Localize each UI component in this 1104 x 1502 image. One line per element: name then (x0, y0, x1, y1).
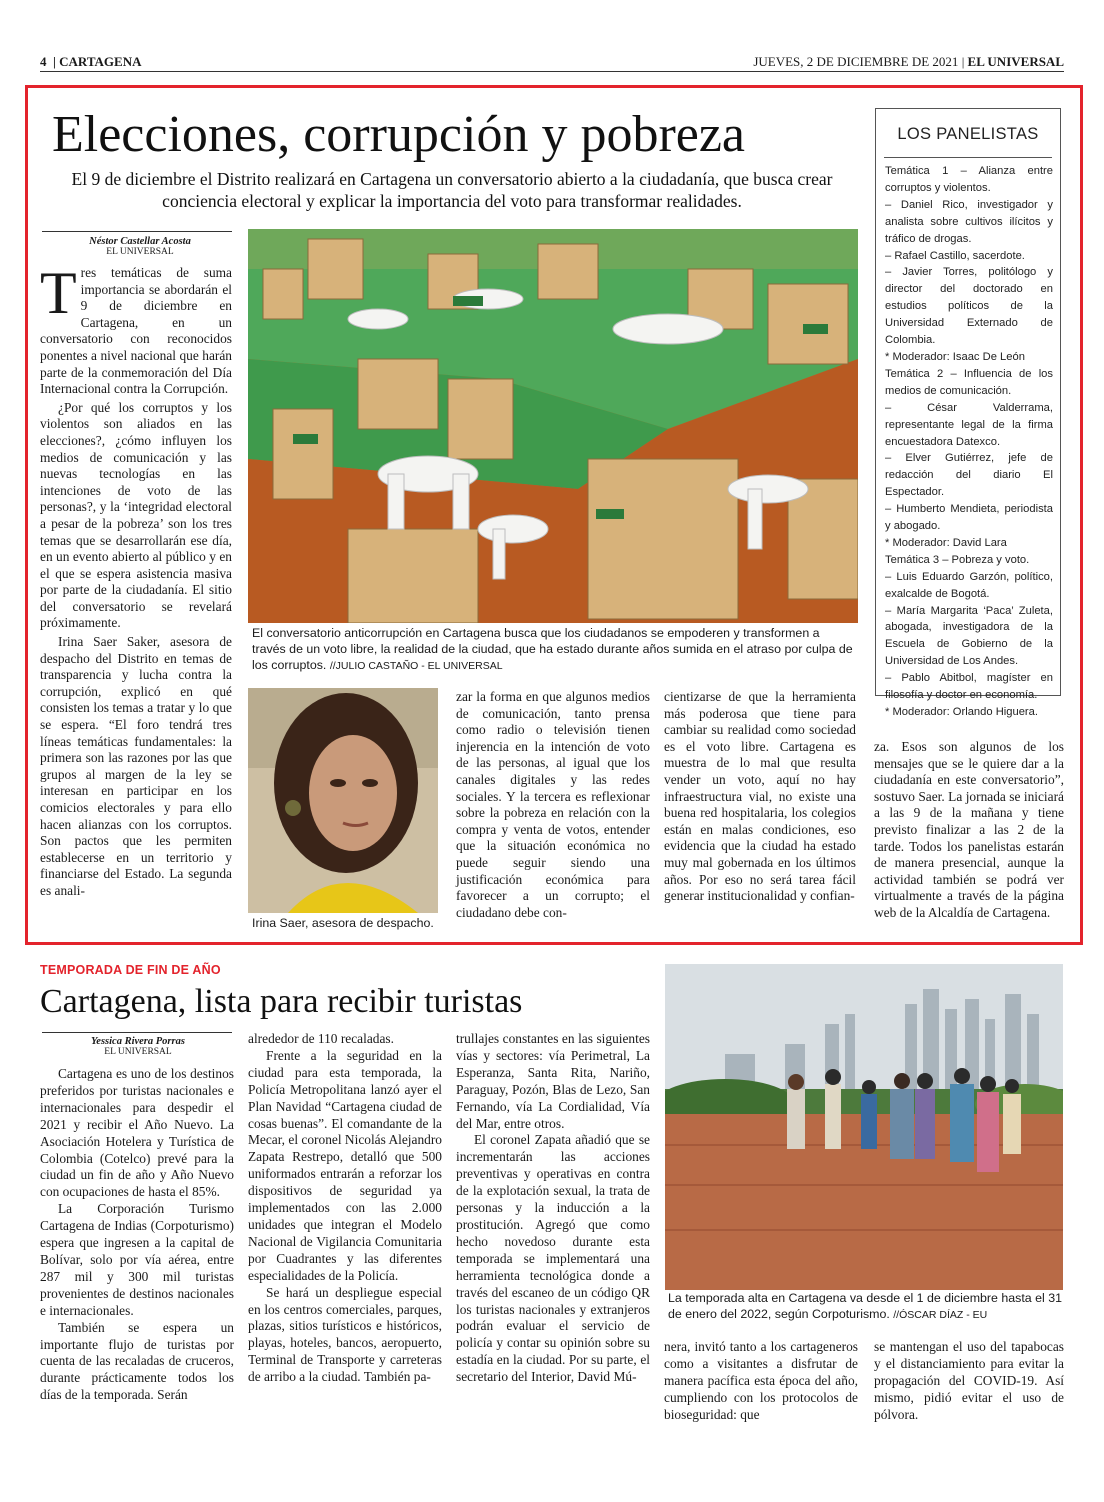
paragraph: Se hará un despliegue especial en los centros comerciales, parques, plazas, sitios turísticos e históricos, playas, hoteles, bancos, aeropuerto, Terminal de Transporte y carreteras de arribo a la ciudad. También pa- (248, 1284, 442, 1385)
photo-credit: //JULIO CASTAÑO - EL UNIVERSAL (329, 660, 503, 672)
panelist-line: * Moderador: Orlando Higuera. (885, 706, 1038, 718)
panelist-line: – Luis Eduardo Garzón, político, exalcalde de Bogotá. (885, 570, 1053, 600)
byline-organization: EL UNIVERSAL (106, 247, 174, 257)
byline-author: Yessica Rivera Porras (91, 1036, 185, 1047)
page-section-label: 4 | CARTAGENA (40, 54, 142, 69)
article2-column-2 (248, 1031, 442, 1386)
article-column-1 (40, 260, 232, 902)
panelist-line: – Pablo Abitbol, magíster en filosofía y doctor en economía. (885, 672, 1053, 702)
drop-cap: T (40, 260, 77, 326)
panelist-line: * Moderador: Isaac De León (885, 350, 1025, 363)
article-subheadline: El 9 de diciembre el Distrito realizará en Cartagena un conversatorio abierto a la ciudadanía, que busca crear conciencia electoral y explicar la importancia del voto para transformar realidades. (71, 169, 833, 211)
section-tag: TEMPORADA DE FIN DE AÑO (40, 963, 221, 977)
panelists-divider (884, 157, 1052, 158)
article2-column-4: nera, invitó tanto a los cartageneros como a visitantes a disfrutar de manera pacífica esta época del año, cumpliendo con los protocolos de bioseguridad: que (664, 1339, 858, 1422)
main-photo-caption: El conversatorio anticorrupción en Cartagena busca que los ciudadanos se empoderen y transformen a través de un voto libre, la realidad de la ciudad, que ha estado durante años sumida en el atraso por culpa de los corruptos. //JULIO CASTAÑO - EL UNIVERSAL (252, 626, 853, 672)
panelist-line: – Humberto Mendieta, periodista y abogado. (885, 503, 1053, 533)
article2-column-1 (40, 1066, 234, 1404)
page-header (40, 54, 1064, 72)
byline-divider (42, 231, 232, 232)
page-date-paper: JUEVES, 2 DE DICIEMBRE DE 2021 | EL UNIVERSAL (753, 54, 1064, 69)
header-divider (40, 71, 1064, 72)
article2-column-3 (456, 1031, 650, 1386)
panelist-line: * Moderador: David Lara (885, 536, 1007, 549)
voting-booths-photo (248, 229, 858, 623)
paragraph: La Corporación Turismo Cartagena de Indias (Corpoturismo) espera que ingresen a la capital de Bolívar, solo por vía aérea, entre 287 mil y 300 mil turistas provenientes de destinos nacionales e internacionales. (40, 1201, 234, 1318)
photo-credit: //ÓSCAR DÍAZ - EU (893, 1309, 988, 1321)
panelist-line: Temática 2 – Influencia de los medios de comunicación. (885, 367, 1053, 397)
byline-organization: EL UNIVERSAL (104, 1047, 172, 1057)
panelist-line: – Elver Gutiérrez, jefe de redacción del diario El Espectador. (885, 452, 1053, 499)
panelists-list (885, 163, 1053, 721)
paragraph: Cartagena es uno de los destinos preferidos por turistas nacionales e internacionales para despedir el 2021 y recibir el Año Nuevo. La Asociación Hotelera y Turística de Colombia (Cotelco) prevé para la ciudad un fin de año y Año Nuevo con ocupaciones de hasta el 85%. (40, 1066, 234, 1200)
paragraph: ¿Por qué los corruptos y los violentos son aliados en las elecciones?, ¿cómo influyen los medios de comunicación y las nuevas tecnologías en las intenciones de voto de las personas?, y la ‘integridad electoral a pesar de la pobreza’ son los tres temas que se desarrollarán ese día, en un evento abierto al público y en el que se espera asistencia masiva por parte de la ciudadanía. El sitio del conversatorio se revelará próximamente. (40, 399, 232, 631)
paragraph: También se espera un importante flujo de turistas por cuenta de las recaladas de cruceros, durante prácticamente todos los días de la temporada. Serán (40, 1319, 234, 1403)
panelist-line: Temática 1 – Alianza entre corruptos y violentos. (885, 165, 1053, 194)
portrait-photo (248, 688, 438, 913)
byline-divider (42, 1032, 232, 1033)
byline-author: Néstor Castellar Acosta (89, 236, 191, 247)
paragraph: trullajes constantes en las siguientes vías y sectores: vía Perimetral, La Esperanza, Santa Rita, Nariño, Paraguay, Pozón, Blas de Lezo, San Fernando, vía La Cordialidad, Vía del Mar, entre otros. (456, 1031, 650, 1131)
article-headline: Elecciones, corrupción y pobreza (52, 106, 746, 163)
paragraph: Irina Saer Saker, asesora de despacho del Distrito en temas de transparencia y lucha contra la corrupción, explicó en qué consisten los temas a tratar y lo que se espera. “El foro tendrá tres líneas temáticas fundamentales: la primera son las razones por las que grupos al margen de la ley se interesan en participar en los comicios electorales y para ello hacen alianzas con los corruptos. Son pactos que les permiten establecerse en un territorio y financiarse del Estado. La segunda es anali- (40, 634, 232, 898)
article2-column-5: se mantengan el uso del tapabocas y el distanciamiento para evitar la propagación del COVID-19. Así mismo, pidió evitar el uso de pólvora. (874, 1339, 1064, 1422)
paragraph: El coronel Zapata añadió que se incrementarán las acciones preventivas y operativas en contra de la explotación sexual, la trata de personas y la inducción a la prostitución. Agregó que como hecho novedoso durante esta temporada se implementará una herramienta tecnológica donde a través del escaneo de un código QR los turistas nacionales y extranjeros podrán evaluar el servicio de policía y contar su opinión sobre su estadía en la ciudad. Por su parte, el secretario del Interior, David Mú- (456, 1132, 650, 1385)
article-byline (42, 236, 238, 258)
portrait-caption: Irina Saer, asesora de despacho. (252, 916, 434, 930)
panelist-line: Temática 3 – Pobreza y voto. (885, 553, 1030, 566)
article-column-4: cientizarse de que la herramienta más poderosa que tiene para cambiar su realidad como sociedad es el voto libre. Cartagena es muestra de lo mal que resulta vender un voto, aquí no hay infraestructura vial, no existe una buena red hospitalaria, los colegios están en malas condiciones, eso evidencia que la ciudad ha estado muy mal gobernada en los últimos años. Por eso no será tarea fácil generar institucionalidad y confian- (664, 689, 856, 904)
tourists-photo-caption: La temporada alta en Cartagena va desde el 1 de diciembre hasta el 31 de enero del 2022, según Corpoturismo. //ÓSCAR DÍAZ - EU (668, 1291, 1063, 1321)
article2-headline: Cartagena, lista para recibir turistas (40, 983, 523, 1020)
paragraph: alrededor de 110 recaladas. (248, 1031, 394, 1046)
article-column-3: zar la forma en que algunos medios de comunicación, tanto prensa como radio o televisión tienen injerencia en la intención de voto de las personas, al igual que los canales digitales y las redes sociales. Y la tercera es reflexionar sobre la pobreza en relación con la compra y venta de votos, entender que la situación económica no puede seguir siendo una justificación económica para favorecer a un corrupto; el ciudadano debe con- (456, 689, 650, 920)
panelist-line: – María Margarita ‘Paca’ Zuleta, abogada, investigadora de la Escuela de Gobierno de la Universidad de Los Andes. (885, 604, 1053, 668)
panelist-line: – Rafael Castillo, sacerdote. (885, 249, 1025, 262)
tourists-photo (665, 964, 1063, 1290)
panelist-line: – Daniel Rico, investigador y analista sobre cultivos ilícitos y tráfico de drogas. (885, 198, 1053, 245)
panelist-line: – Javier Torres, politólogo y director del doctorado en estudios políticos de la Universidad Externado de Colombia. (885, 266, 1053, 347)
paragraph: res temáticas de suma importancia se abordarán el 9 de diciembre en Cartagena, en un conversatorio con reconocidos ponentes a nivel nacional que harán parte de la conmemoración del Día Internacional contra la Corrupción. (40, 265, 232, 397)
article2-byline (40, 1036, 236, 1058)
paragraph: Frente a la seguridad en la ciudad para esta temporada, la Policía Metropolitana lanzó ayer el Plan Navidad “Cartagena ciudad de cosas buenas”. El comandante de la Mecar, el coronel Nicolás Alejandro Zapata Restrepo, detalló que 500 uniformados entrarán a reforzar los dispositivos de seguridad ya implementados con las 2.000 unidades que integran el Modelo Nacional de Vigilancia Comunitaria por Cuadrantes y las diferentes especialidades de la Policía. (248, 1047, 442, 1283)
panelist-line: – César Valderrama, representante legal de la firma encuestadora Datexco. (885, 401, 1053, 448)
panelists-title: LOS PANELISTAS (897, 125, 1039, 143)
article-column-5: za. Esos son algunos de los mensajes que se le quiere dar a la ciudadanía en este conversatorio”, sostuvo Saer. La jornada se iniciará a las 9 de la mañana y tiene previsto finalizar a las 2 de la tarde. Todos los panelistas estarán de manera presencial, aunque la actividad también se podrá ver virtualmente a través de la página web de la Alcaldía de Cartagena. (874, 739, 1064, 920)
